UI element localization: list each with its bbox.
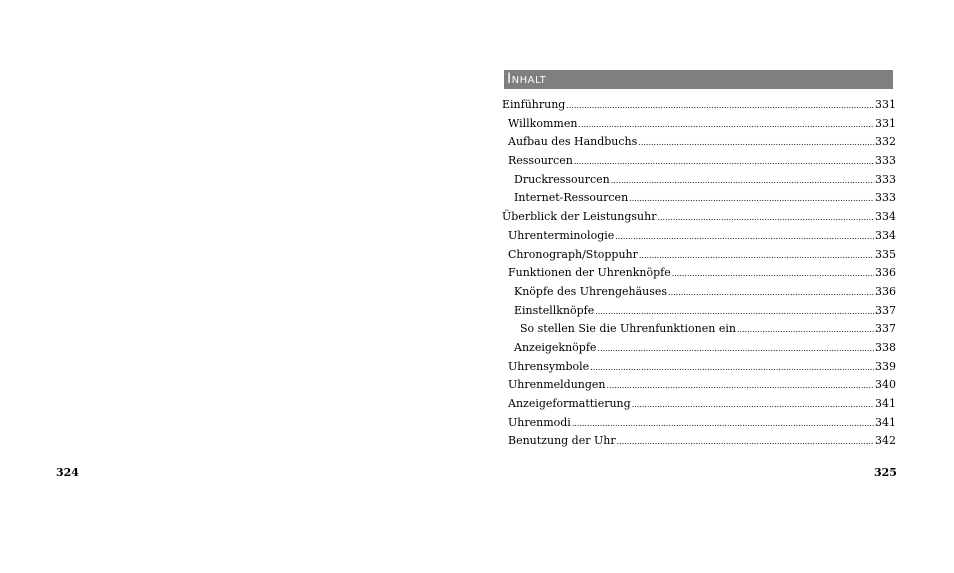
toc-entry[interactable] bbox=[502, 283, 896, 302]
toc-entry[interactable] bbox=[502, 189, 896, 208]
toc-entry-page-number: 342 bbox=[875, 434, 896, 448]
toc-dot-leader bbox=[639, 247, 874, 265]
toc-entry-page-number: 334 bbox=[875, 210, 896, 224]
toc-dot-leader bbox=[578, 116, 874, 134]
toc-entry-title: Internet-Ressourcen bbox=[514, 191, 629, 205]
toc-dot-leader bbox=[597, 340, 874, 358]
toc-dot-leader bbox=[574, 153, 874, 171]
toc-entry[interactable] bbox=[502, 115, 896, 134]
toc-entry[interactable] bbox=[502, 339, 896, 358]
toc-dot-leader bbox=[638, 134, 874, 152]
toc-entry-page-number: 340 bbox=[875, 378, 896, 392]
toc-entry-title: Überblick der Leistungsuhr bbox=[502, 210, 657, 224]
toc-entry-title: Uhrenmodi bbox=[508, 415, 571, 429]
toc-heading-rest: NHALT bbox=[511, 75, 547, 86]
toc-entry[interactable] bbox=[502, 171, 896, 190]
toc-dot-leader bbox=[595, 303, 874, 321]
toc-entry-title: Funktionen der Uhrenknöpfe bbox=[508, 266, 671, 280]
toc-entry-page-number: 341 bbox=[875, 397, 896, 410]
toc-dot-leader bbox=[657, 209, 874, 227]
toc-entry-title: Einstellknöpfe bbox=[514, 303, 595, 317]
toc-dot-leader bbox=[668, 284, 874, 302]
toc-entry-title: Benutzung der Uhr bbox=[508, 434, 616, 448]
toc-entry-title: Chronograph/Stoppuhr bbox=[508, 247, 638, 261]
toc-dot-leader bbox=[632, 396, 874, 414]
toc-entry[interactable] bbox=[502, 320, 896, 339]
toc-dot-leader bbox=[607, 377, 874, 395]
toc-entry[interactable] bbox=[502, 395, 896, 414]
toc-dot-leader bbox=[629, 190, 874, 208]
toc-list bbox=[502, 96, 896, 451]
toc-entry-page-number: 337 bbox=[875, 322, 896, 336]
toc-entry-title: Knöpfe des Uhrengehäuses bbox=[514, 284, 668, 298]
toc-dot-leader bbox=[615, 228, 874, 246]
toc-entry-page-number: 333 bbox=[875, 172, 896, 186]
toc-entry-page-number: 333 bbox=[875, 191, 896, 205]
toc-entry-title: Uhrenterminologie bbox=[508, 228, 615, 242]
toc-entry-page-number: 336 bbox=[875, 266, 896, 280]
toc-entry-title: So stellen Sie die Uhrenfunktionen ein bbox=[520, 322, 736, 336]
left-page-number: 324 bbox=[56, 466, 79, 479]
toc-dot-leader bbox=[617, 433, 874, 451]
toc-dot-leader bbox=[611, 172, 874, 190]
toc-entry-title: Einführung bbox=[502, 98, 566, 111]
toc-heading-initial: I bbox=[507, 71, 512, 87]
toc-entry[interactable] bbox=[502, 414, 896, 433]
toc-entry[interactable] bbox=[502, 227, 896, 246]
toc-entry[interactable] bbox=[502, 432, 896, 451]
toc-entry-page-number: 341 bbox=[875, 415, 896, 429]
toc-entry-page-number: 335 bbox=[875, 247, 896, 261]
toc-entry-page-number: 331 bbox=[875, 116, 896, 130]
toc-entry[interactable] bbox=[502, 133, 896, 152]
toc-entry[interactable] bbox=[502, 376, 896, 395]
toc-dot-leader bbox=[566, 97, 874, 115]
toc-heading bbox=[504, 70, 893, 89]
toc-dot-leader bbox=[737, 321, 874, 339]
toc-entry-page-number: 333 bbox=[875, 154, 896, 168]
toc-entry-page-number: 337 bbox=[875, 303, 896, 317]
toc-entry[interactable] bbox=[502, 96, 896, 115]
toc-entry-title: Ressourcen bbox=[508, 154, 573, 168]
toc-entry[interactable] bbox=[502, 152, 896, 171]
toc-entry[interactable] bbox=[502, 302, 896, 321]
toc-entry[interactable] bbox=[502, 208, 896, 227]
toc-entry-title: Uhrenmeldungen bbox=[508, 378, 606, 392]
toc-entry-title: Willkommen bbox=[508, 116, 578, 130]
toc-entry-title: Anzeigeknöpfe bbox=[514, 340, 597, 354]
toc-entry-title: Aufbau des Handbuchs bbox=[508, 135, 638, 149]
toc-entry[interactable] bbox=[502, 246, 896, 265]
toc-entry[interactable] bbox=[502, 264, 896, 283]
toc-dot-leader bbox=[572, 415, 874, 433]
right-page-number: 325 bbox=[874, 466, 897, 479]
toc-entry-page-number: 339 bbox=[875, 359, 896, 373]
toc-entry-page-number: 334 bbox=[875, 228, 896, 242]
toc-entry[interactable] bbox=[502, 358, 896, 377]
toc-entry-page-number: 332 bbox=[875, 135, 896, 149]
toc-entry-page-number: 338 bbox=[875, 340, 896, 354]
toc-entry-page-number: 331 bbox=[875, 98, 896, 111]
toc-entry-title: Anzeigeformattierung bbox=[508, 397, 631, 410]
toc-dot-leader bbox=[672, 265, 874, 283]
toc-entry-title: Uhrensymbole bbox=[508, 359, 590, 373]
toc-entry-page-number: 336 bbox=[875, 284, 896, 298]
toc-dot-leader bbox=[590, 359, 874, 377]
toc-entry-title: Druckressourcen bbox=[514, 172, 610, 186]
